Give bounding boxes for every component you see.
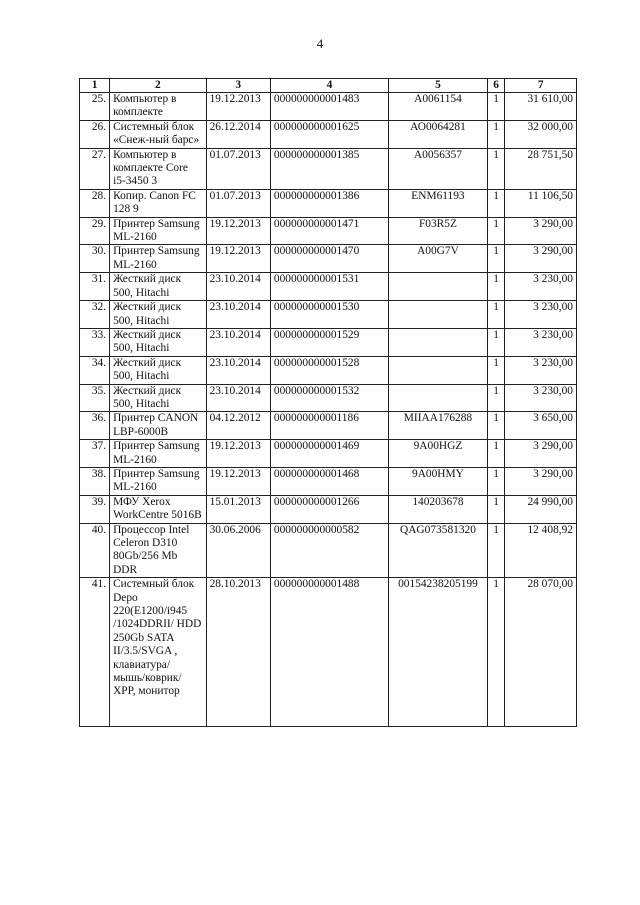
quantity: 1 (487, 412, 505, 440)
acquisition-date: 04.12.2012 (206, 412, 270, 440)
column-header: 4 (270, 79, 388, 93)
item-name: Принтер Samsung ML-2160 (110, 217, 206, 245)
quantity: 1 (487, 328, 505, 356)
serial-number: MIIAA176288 (389, 412, 488, 440)
row-number: 38. (80, 467, 110, 495)
row-number: 32. (80, 301, 110, 329)
serial-number: 00154238205199 (389, 578, 488, 727)
table-row (80, 578, 577, 727)
item-name: Системный блок «Снеж-ный барс» (110, 120, 206, 148)
table-row (80, 467, 577, 495)
serial-number: A00G7V (389, 245, 488, 273)
inventory-number: 000000000001531 (270, 273, 388, 301)
row-number: 39. (80, 495, 110, 523)
page-number: 4 (316, 36, 324, 51)
acquisition-date: 23.10.2014 (206, 356, 270, 384)
acquisition-date: 26.12.2014 (206, 120, 270, 148)
item-name: Принтер Samsung ML-2160 (110, 440, 206, 468)
cost: 24 990,00 (505, 495, 577, 523)
cost: 3 290,00 (505, 440, 577, 468)
inventory-number: 000000000001483 (270, 93, 388, 121)
quantity: 1 (487, 384, 505, 412)
item-name: Компьютер в комплекте (110, 93, 206, 121)
table-row (80, 523, 577, 578)
table-header-row (80, 79, 577, 93)
quantity: 1 (487, 93, 505, 121)
table-row (80, 301, 577, 329)
acquisition-date: 28.10.2013 (206, 578, 270, 727)
table-row (80, 412, 577, 440)
serial-number (389, 356, 488, 384)
cost: 28 070,00 (505, 578, 577, 727)
cost: 3 290,00 (505, 467, 577, 495)
column-header: 1 (80, 79, 110, 93)
row-number: 36. (80, 412, 110, 440)
item-name: Процессор Intel Celeron D310 80Gb/256 Mb DDR (110, 523, 206, 578)
inventory-number: 000000000001528 (270, 356, 388, 384)
inventory-number: 000000000001529 (270, 328, 388, 356)
serial-number (389, 384, 488, 412)
table-row (80, 120, 577, 148)
row-number: 25. (80, 93, 110, 121)
cost: 32 000,00 (505, 120, 577, 148)
row-number: 29. (80, 217, 110, 245)
cost: 3 650,00 (505, 412, 577, 440)
cost: 11 106,50 (505, 189, 577, 217)
inventory-number: 000000000001530 (270, 301, 388, 329)
quantity: 1 (487, 440, 505, 468)
cost: 3 230,00 (505, 384, 577, 412)
row-number: 34. (80, 356, 110, 384)
serial-number: F03R5Z (389, 217, 488, 245)
item-name: МФУ Xerox WorkCentre 5016B (110, 495, 206, 523)
cost: 3 230,00 (505, 328, 577, 356)
row-number: 26. (80, 120, 110, 148)
serial-number (389, 273, 488, 301)
acquisition-date: 23.10.2014 (206, 273, 270, 301)
inventory-number: 000000000001386 (270, 189, 388, 217)
table-row (80, 440, 577, 468)
serial-number: 140203678 (389, 495, 488, 523)
inventory-number: 000000000001468 (270, 467, 388, 495)
table-row (80, 217, 577, 245)
quantity: 1 (487, 217, 505, 245)
quantity: 1 (487, 356, 505, 384)
item-name: Принтер Samsung ML-2160 (110, 467, 206, 495)
table-row (80, 384, 577, 412)
table-row (80, 189, 577, 217)
row-number: 40. (80, 523, 110, 578)
row-number: 33. (80, 328, 110, 356)
table-row (80, 273, 577, 301)
acquisition-date: 15.01.2013 (206, 495, 270, 523)
item-name: Копир. Canon FC 128 9 (110, 189, 206, 217)
acquisition-date: 01.07.2013 (206, 148, 270, 189)
serial-number: 9A00HGZ (389, 440, 488, 468)
acquisition-date: 19.12.2013 (206, 93, 270, 121)
serial-number: ENM61193 (389, 189, 488, 217)
acquisition-date: 23.10.2014 (206, 328, 270, 356)
quantity: 1 (487, 148, 505, 189)
serial-number: А0056357 (389, 148, 488, 189)
item-name: Компьютер в комплекте Core i5-3450 3 (110, 148, 206, 189)
table-row (80, 495, 577, 523)
cost: 3 230,00 (505, 356, 577, 384)
acquisition-date: 19.12.2013 (206, 245, 270, 273)
acquisition-date: 19.12.2013 (206, 217, 270, 245)
serial-number: АО0064281 (389, 120, 488, 148)
quantity: 1 (487, 578, 505, 727)
table-row (80, 356, 577, 384)
acquisition-date: 19.12.2013 (206, 440, 270, 468)
item-name: Жесткий диск 500, Hitachi (110, 273, 206, 301)
cost: 12 408,92 (505, 523, 577, 578)
inventory-number: 000000000001625 (270, 120, 388, 148)
column-header: 3 (206, 79, 270, 93)
quantity: 1 (487, 245, 505, 273)
item-name: Принтер CANON LBP-6000B (110, 412, 206, 440)
cost: 3 230,00 (505, 301, 577, 329)
item-name: Жесткий диск 500, Hitachi (110, 328, 206, 356)
serial-number (389, 301, 488, 329)
inventory-number: 000000000001470 (270, 245, 388, 273)
row-number: 37. (80, 440, 110, 468)
acquisition-date: 01.07.2013 (206, 189, 270, 217)
quantity: 1 (487, 495, 505, 523)
acquisition-date: 30.06.2006 (206, 523, 270, 578)
table-row (80, 328, 577, 356)
item-name: Жесткий диск 500, Hitachi (110, 384, 206, 412)
row-number: 27. (80, 148, 110, 189)
inventory-table (79, 78, 577, 727)
serial-number (389, 328, 488, 356)
table-row (80, 148, 577, 189)
row-number: 35. (80, 384, 110, 412)
quantity: 1 (487, 273, 505, 301)
quantity: 1 (487, 189, 505, 217)
column-header: 5 (389, 79, 488, 93)
table-body (80, 93, 577, 727)
inventory-number: 000000000001385 (270, 148, 388, 189)
column-header: 7 (505, 79, 577, 93)
serial-number: А0061154 (389, 93, 488, 121)
inventory-number: 000000000001532 (270, 384, 388, 412)
inventory-number: 000000000001186 (270, 412, 388, 440)
inventory-number: 000000000001488 (270, 578, 388, 727)
cost: 31 610,00 (505, 93, 577, 121)
column-header: 6 (487, 79, 505, 93)
serial-number: QAG073581320 (389, 523, 488, 578)
quantity: 1 (487, 523, 505, 578)
item-name: Жесткий диск 500, Hitachi (110, 301, 206, 329)
quantity: 1 (487, 120, 505, 148)
item-name: Принтер Samsung ML-2160 (110, 245, 206, 273)
row-number: 28. (80, 189, 110, 217)
quantity: 1 (487, 467, 505, 495)
acquisition-date: 23.10.2014 (206, 301, 270, 329)
inventory-number: 000000000001471 (270, 217, 388, 245)
row-number: 41. (80, 578, 110, 727)
item-name: Жесткий диск 500, Hitachi (110, 356, 206, 384)
cost: 3 290,00 (505, 245, 577, 273)
column-header: 2 (110, 79, 206, 93)
acquisition-date: 19.12.2013 (206, 467, 270, 495)
cost: 28 751,50 (505, 148, 577, 189)
inventory-number: 000000000001469 (270, 440, 388, 468)
table-row (80, 93, 577, 121)
item-name: Системный блок Depo 220(E1200/i945 /1024DDRII/ HDD 250Gb SATA II/3.5/SVGA , клавиатура/ мышь/коврик/ XPP, монитор (110, 578, 206, 727)
serial-number: 9A00HMY (389, 467, 488, 495)
inventory-number: 000000000000582 (270, 523, 388, 578)
quantity: 1 (487, 301, 505, 329)
acquisition-date: 23.10.2014 (206, 384, 270, 412)
cost: 3 290,00 (505, 217, 577, 245)
row-number: 31. (80, 273, 110, 301)
inventory-number: 000000000001266 (270, 495, 388, 523)
cost: 3 230,00 (505, 273, 577, 301)
table-row (80, 245, 577, 273)
row-number: 30. (80, 245, 110, 273)
